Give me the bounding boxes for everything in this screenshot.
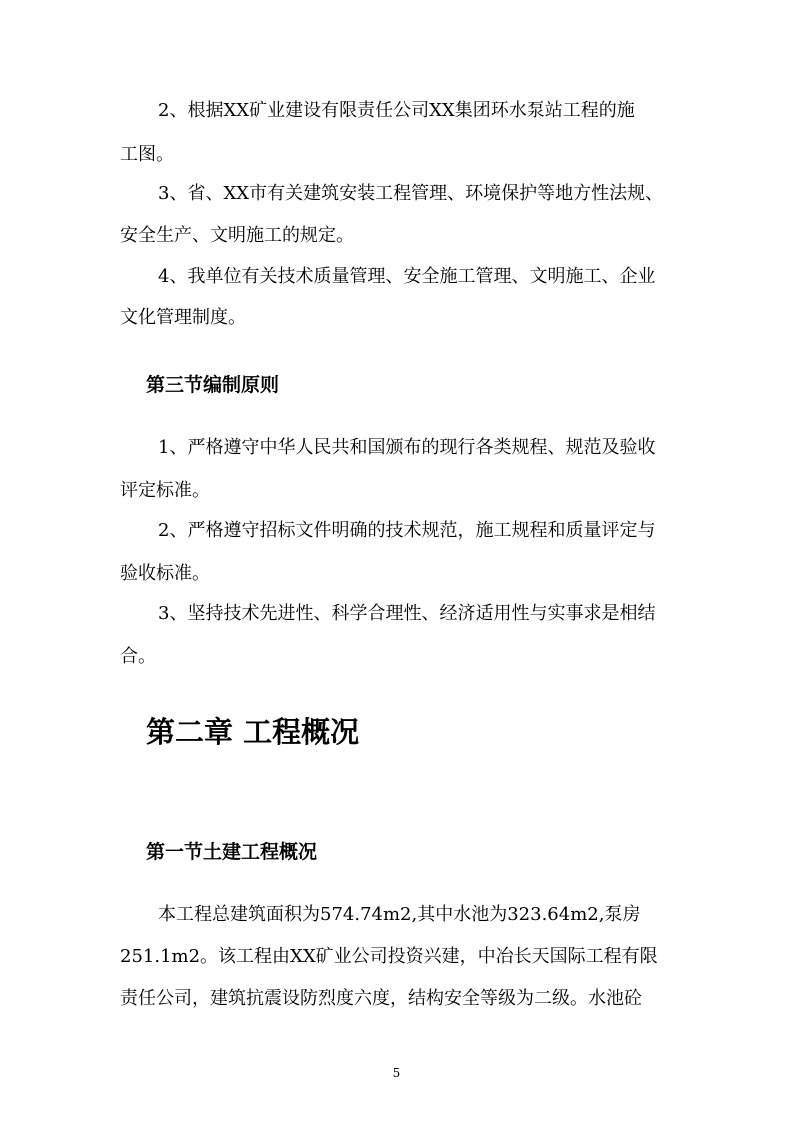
paragraph-line: 文化管理制度。: [120, 307, 246, 328]
list-item-line: 1、严格遵守中华人民共和国颁布的现行各类规程、规范及验收: [158, 437, 656, 458]
paragraph-line: 4、我单位有关技术质量管理、安全施工管理、文明施工、企业: [158, 266, 656, 287]
body-line: 本工程总建筑面积为574.74m2,其中水池为323.64m2,泵房: [158, 904, 641, 925]
paragraph-line: 工图。: [120, 144, 174, 165]
list-item-line: 2、严格遵守招标文件明确的技术规范，施工规程和质量评定与: [158, 520, 656, 541]
list-item-line: 合。: [120, 646, 156, 667]
list-item-line: 3、坚持技术先进性、科学合理性、经济适用性与实事求是相结: [158, 603, 656, 624]
paragraph-line: 安全生产、文明施工的规定。: [120, 225, 354, 246]
paragraph-line: 2、根据XX矿业建设有限责任公司XX集团环水泵站工程的施: [158, 100, 635, 121]
list-item-line: 验收标准。: [120, 563, 210, 584]
section-heading: 第一节土建工程概况: [146, 841, 318, 863]
list-item-line: 评定标准。: [120, 480, 210, 501]
section-heading: 第三节编制原则: [146, 374, 280, 396]
page-number: 5: [392, 1066, 401, 1080]
chapter-heading: 第二章 工程概况: [146, 715, 360, 749]
body-line: 责任公司，建筑抗震设防烈度六度，结构安全等级为二级。水池砼: [120, 988, 642, 1009]
body-line: 251.1m2。该工程由XX矿业公司投资兴建，中冶长天国际工程有限: [120, 946, 658, 967]
paragraph-line: 3、省、XX市有关建筑安装工程管理、环境保护等地方性法规、: [158, 183, 664, 204]
